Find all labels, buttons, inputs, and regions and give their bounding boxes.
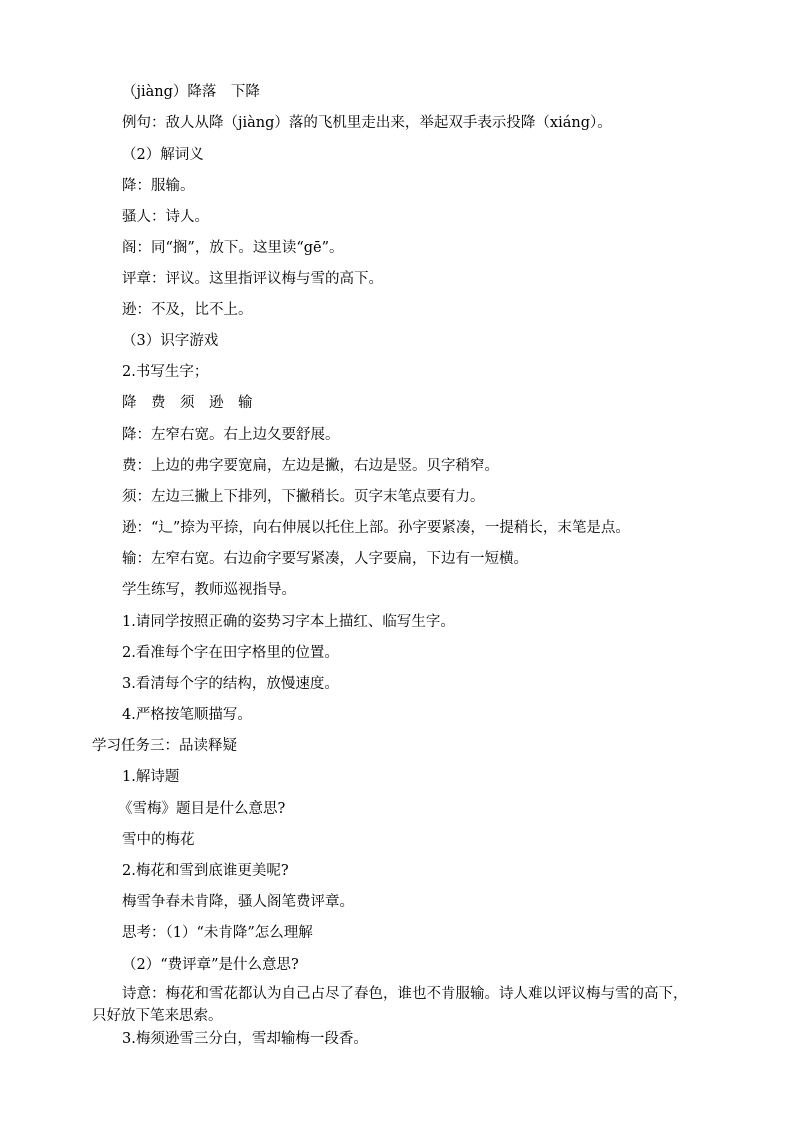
text-line-write-jiang: 降：左窄右宽。右上边夂要舒展。 (122, 427, 340, 443)
text-line-section-3-heading: （3）识字游戏 (122, 333, 219, 349)
text-line-practice-step-2: 2.看准每个字在田字格里的位置。 (122, 645, 339, 661)
text-line-practice: 学生练写，教师巡视指导。 (122, 582, 296, 598)
text-line-think-question-2: （2）“费评章”是什么意思? (122, 957, 299, 973)
text-line-section-2-heading: （2）解词义 (122, 147, 204, 163)
text-line-def-ge: 阁：同“搁”，放下。这里读“gē”。 (122, 240, 344, 256)
text-line-write-xun: 逊：“辶”捺为平捺，向右伸展以托住上部。孙字要紧凑，一提稍长，末笔是点。 (122, 520, 630, 536)
text-line-poem-verse-1: 梅雪争春未肯降，骚人阁笔费评章。 (122, 894, 354, 910)
text-line-def-saoren: 骚人：诗人。 (122, 209, 209, 225)
text-line-practice-step-4: 4.严格按笔顺描写。 (122, 707, 252, 723)
text-line-def-jiang: 降：服输。 (122, 178, 195, 194)
text-line-which-is-prettier: 2.梅花和雪到底谁更美呢? (122, 863, 289, 879)
text-line-def-xun: 逊：不及，比不上。 (122, 302, 253, 318)
text-line-write-shu: 输：左窄右宽。右边俞字要写紧凑，人字要扁，下边有一短横。 (122, 551, 528, 567)
text-line-practice-step-3: 3.看清每个字的结构，放慢速度。 (122, 676, 339, 692)
text-line-new-characters: 降 费 须 逊 输 (122, 395, 253, 411)
text-paragraph-poem-meaning: 诗意：梅花和雪花都认为自己占尽了春色，谁也不肯服输。诗人难以评议梅与雪的高下，只好放下笔来思索。 (92, 986, 688, 1024)
text-line-write-xu: 须：左边三撇上下排列，下撇稍长。页字末笔点要有力。 (122, 489, 485, 505)
text-line-def-pingzhang: 评章：评议。这里指评议梅与雪的高下。 (122, 271, 383, 287)
text-line-pinyin-jiang: （jiàng）降落 下降 (122, 84, 260, 100)
text-line-example-sentence: 例句：敌人从降（jiàng）落的飞机里走出来，举起双手表示投降（xiáng）。 (122, 115, 612, 131)
text-line-writing-heading: 2.书写生字； (122, 364, 209, 380)
text-line-poem-title-step: 1.解诗题 (122, 769, 180, 785)
text-line-title-question: 《雪梅》题目是什么意思? (118, 801, 286, 817)
text-line-title-answer: 雪中的梅花 (122, 832, 195, 848)
text-line-task-three-heading: 学习任务三：品读释疑 (92, 738, 237, 754)
text-line-think-question-1: 思考：（1）“未肯降”怎么理解 (122, 925, 313, 941)
text-line-practice-step-1: 1.请同学按照正确的姿势习字本上描红、临写生字。 (122, 614, 455, 630)
text-line-write-fei: 费：上边的弗字要宽扁，左边是撇，右边是竖。贝字稍窄。 (122, 458, 499, 474)
text-line-poem-verse-2: 3.梅须逊雪三分白，雪却输梅一段香。 (122, 1031, 368, 1047)
